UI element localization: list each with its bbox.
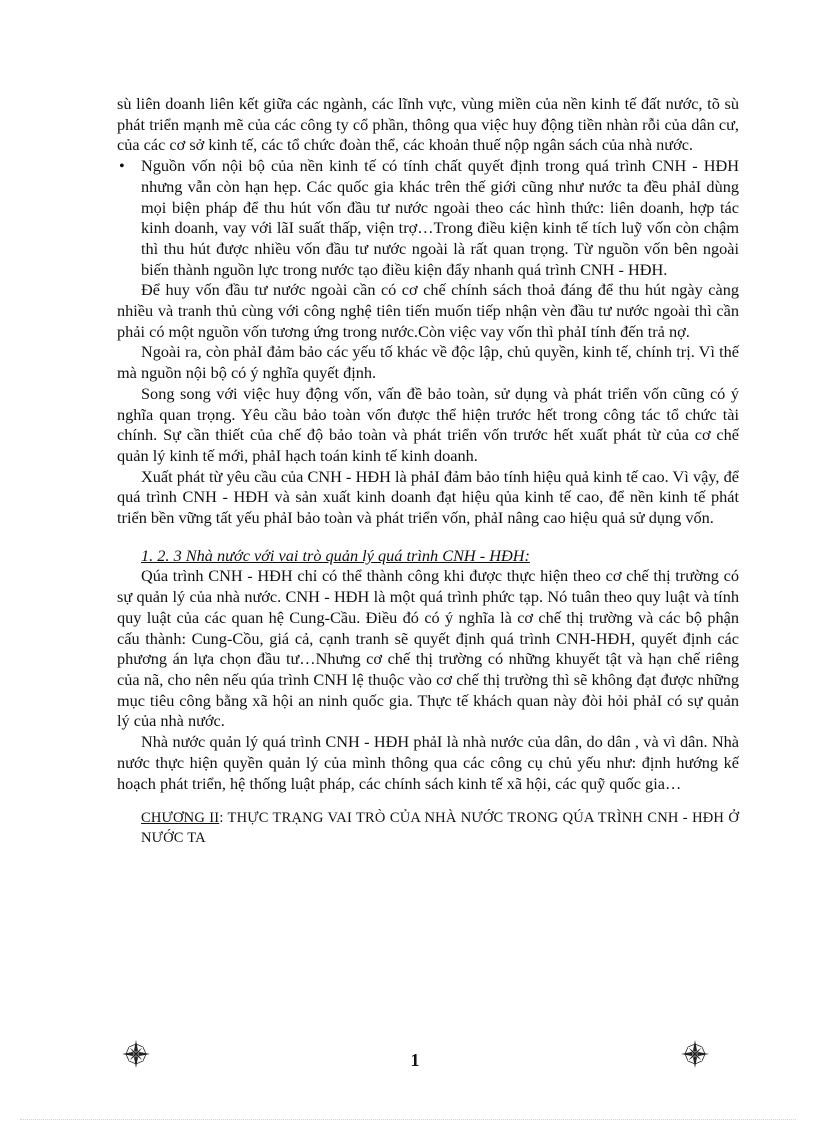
chapter-title: : THỰC TRẠNG VAI TRÒ CỦA NHÀ NƯỚC TRONG QÚA TRÌNH CNH - HĐH Ở NƯỚC TA — [141, 810, 739, 847]
compass-star-icon — [681, 1040, 709, 1068]
bullet-icon: • — [119, 156, 125, 176]
paragraph: Qúa trình CNH - HĐH chỉ có thể thành công khi được thực hiện theo cơ chế thị trường có sự quản lý của nhà nước. CNH - HĐH là một quá trình phức tạp. Nó tuân theo quy luật và tính quy luật của các quan hệ Cung-Cầu. Điều đó có ý nghĩa là cơ chế thị trường và các bộ phận cấu thành: Cung-Cồu, giá cả, cạnh tranh sẽ quyết định quá trình CNH-HĐH, quyết định các phương án lựa chọn đầu tư…Nhưng cơ chế thị trường có những khuyết tật và hạn chế riêng của nã, cho nên nếu qúa trình CNH lệ thuộc vào cơ chế thị trường thì sẽ không đạt được những mục tiêu công bằng xã hội an ninh quốc gia. Thực tế khách quan này đòi hỏi phảI có sự quản lý của nhà nước. — [117, 566, 739, 731]
document-body — [117, 94, 739, 848]
chapter-label: CHƯƠNG II — [141, 810, 220, 827]
bullet-text: Nguồn vốn nội bộ của nền kinh tế có tính chất quyết định trong quá trình CNH - HĐH nhưng vẫn còn hạn hẹp. Các quốc gia khác trên thế giới cũng như nước ta đều phảI dùng mọi biện pháp để thu hút vốn đầu tư nước ngoài theo các hình thức: liên doanh, hợp tác kinh doanh, vay với lãI suất thấp, viện trợ…Trong điều kiện kinh tế tích luỹ vốn còn chậm thì thu hút được nhiều vốn đầu tư nước ngoài là rất quan trọng. Từ nguồn vốn bên ngoài biến thành nguồn lực trong nước tạo điều kiện đẩy nhanh quá trình CNH - HĐH. — [141, 156, 739, 279]
page-number: 1 — [410, 1050, 420, 1070]
paragraph: Xuất phát từ yêu cầu của CNH - HĐH là phảI đảm bảo tính hiệu quả kinh tế cao. Vì vậy, để quá trình CNH - HĐH và sản xuất kinh doanh đạt hiệu qủa kinh tế cao, để nền kinh tế phát triển bền vững tất yếu phảI bảo toàn và phát triển vốn, phảI nâng cao hiệu quả sử dụng vốn. — [117, 466, 739, 528]
paragraph: Nhà nước quản lý quá trình CNH - HĐH phảI là nhà nước của dân, do dân , và vì dân. Nhà nước thực hiện quyền quản lý của mình thông qua các công cụ chủ yếu như: định hướng kế hoạch phát triển, hệ thống luật pháp, các chính sách kinh tế xã hội, các quỹ quốc gia… — [117, 732, 739, 793]
paragraph: Song song với việc huy động vốn, vấn đề bảo toàn, sử dụng và phát triển vốn cũng có ý nghĩa quan trọng. Yêu cầu bảo toàn vốn được thể hiện trước hết trong công tác tổ chức tài chính. Sự cần thiết của chế độ bảo toàn và phát triển vốn trước hết xuất phát từ của cơ chế quản lý kinh tế mới, phảI hạch toán kinh tế kinh doanh. — [117, 383, 739, 465]
page-bottom-divider — [20, 1119, 796, 1120]
paragraph: Để huy vốn đầu tư nước ngoài cần có cơ chế chính sách thoả đáng để thu hút ngày càng nhiều và tranh thủ cùng với công nghệ tiên tiến muốn tiếp nhận vèn đầu tư nước ngoài thì cần phải có một nguồn vốn tương ứng trong nước.Còn việc vay vốn thì phảI tính đến trả nợ. — [117, 280, 739, 341]
section-heading: 1. 2. 3 Nhà nước với vai trò quản lý quá trình CNH - HĐH: — [141, 545, 530, 565]
paragraph: Ngoài ra, còn phảI đảm bảo các yếu tố khác về độc lập, chủ quyền, kinh tế, chính trị. Vì thế mà nguồn nội bộ có ý nghĩa quyết định. — [117, 342, 739, 383]
paragraph: sù liên doanh liên kết giữa các ngành, các lĩnh vực, vùng miền của nền kinh tế đất nước, tõ sù phát triển mạnh mẽ của các công ty cổ phần, thông qua việc huy động tiền nhàn rỗi của dân cư, của các cơ sở kinh tế, các tổ chức đoàn thể, các khoản thuế nộp ngân sách của nhà nước. — [117, 94, 739, 155]
chapter-heading — [141, 808, 739, 848]
compass-star-icon — [122, 1040, 150, 1068]
bullet-paragraph — [117, 156, 739, 280]
